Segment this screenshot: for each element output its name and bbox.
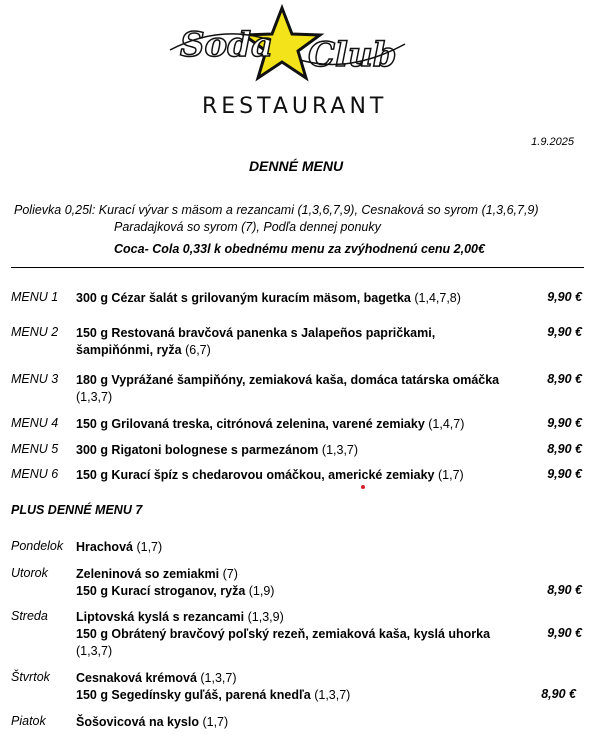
restaurant-logo — [160, 4, 410, 122]
menu-label: MENU 5 — [11, 442, 59, 456]
day-item: Zeleninová so zemiakmi (7) 150 g Kurací stroganov, ryža (1,9) — [76, 567, 275, 598]
menu-price: 8,90 € — [547, 442, 582, 456]
day-price: 8,90 € — [541, 687, 576, 701]
soup-text: Kurací vývar s mäsom a rezancami (1,3,6,7,9), Cesnaková so syrom (1,3,6,7,9) — [98, 203, 539, 217]
day-label-friday: Piatok — [11, 714, 46, 728]
menu-price: 8,90 € — [547, 372, 582, 386]
menu-price: 9,90 € — [547, 325, 582, 339]
soda-club-logo-graphic — [160, 4, 410, 84]
menu-item: 150 g Restovaná bravčová panenka s Jalapeños papričkami, šampiňónmi, ryža (6,7) — [76, 326, 436, 357]
menu-price: 9,90 € — [547, 416, 582, 430]
soup-label: Polievka 0,25l: — [14, 203, 96, 217]
menu-item: 300 g Rigatoni bolognese s parmezánom (1,3,7) — [76, 443, 359, 457]
menu-label: MENU 6 — [11, 467, 59, 481]
menu-date: 1.9.2025 — [531, 136, 574, 148]
logo-subtitle: RESTAURANT — [202, 94, 388, 119]
day-price: 9,90 € — [547, 626, 582, 640]
menu-label: MENU 1 — [11, 290, 59, 304]
day-item: Hrachová (1,7) — [76, 540, 163, 554]
day-item: Šošovicová na kyslo (1,7) — [76, 715, 229, 729]
cola-offer: Coca- Cola 0,33l k obednému menu za zvýhodnenú cenu 2,00€ — [114, 242, 485, 256]
day-label-thursday: Štvrtok — [11, 670, 50, 684]
day-label-tuesday: Utorok — [11, 566, 48, 580]
plus-menu-title: PLUS DENNÉ MENU 7 — [11, 503, 143, 517]
day-label-monday: Pondelok — [11, 539, 64, 553]
day-price: 8,90 € — [547, 583, 582, 597]
menu-item: 150 g Grilovaná treska, citrónová zelenina, varené zemiaky (1,4,7) — [76, 417, 465, 431]
menu-label: MENU 4 — [11, 416, 59, 430]
soup-line-1 — [14, 203, 539, 217]
red-dot-mark — [361, 485, 365, 489]
svg-text:Club: Club — [308, 35, 397, 75]
soup-line-2: Paradajková so syrom (7), Podľa dennej ponuky — [114, 220, 381, 234]
divider — [11, 267, 584, 268]
day-label-wednesday: Streda — [11, 609, 48, 623]
day-item: Liptovská kyslá s rezancami (1,3,9) 150 g Obrátený bravčový poľský rezeň, zemiaková kaša, kyslá uhorka (1,3,7) — [76, 610, 491, 658]
menu-label: MENU 2 — [11, 325, 59, 339]
menu-label: MENU 3 — [11, 372, 59, 386]
menu-item: 150 g Kurací špíz s chedarovou omáčkou, americké zemiaky (1,7) — [76, 468, 464, 482]
day-item: Cesnaková krémová (1,3,7) 150 g Segedínsky guľáš, parená knedľa (1,3,7) — [76, 671, 351, 702]
page-title: DENNÉ MENU — [248, 158, 344, 174]
menu-item: 300 g Cézar šalát s grilovaným kuracím mäsom, bagetka (1,4,7,8) — [76, 291, 461, 305]
svg-text:Soda: Soda — [180, 25, 274, 65]
menu-price: 9,90 € — [547, 290, 582, 304]
menu-price: 9,90 € — [547, 467, 582, 481]
menu-item: 180 g Vyprážané šampiňóny, zemiaková kaša, domáca tatárska omáčka (1,3,7) — [76, 373, 500, 404]
